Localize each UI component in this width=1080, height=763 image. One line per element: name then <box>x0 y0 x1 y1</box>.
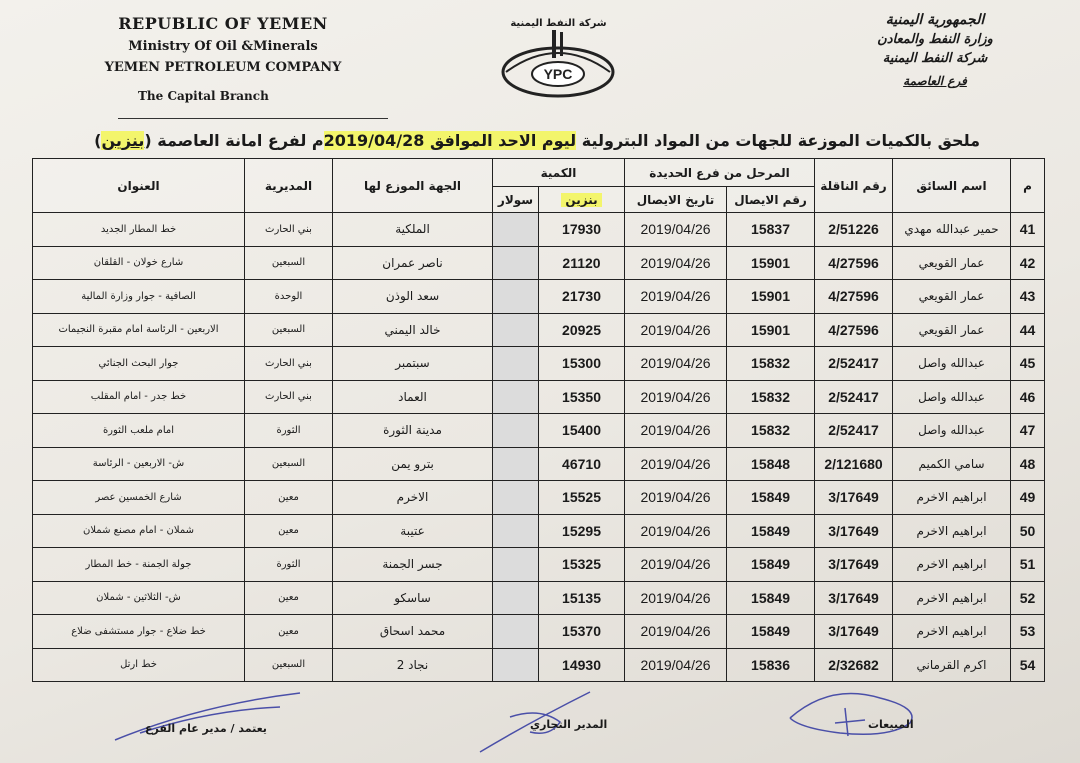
col-header-district: المديرية <box>245 159 333 213</box>
cell-recipient: مدينة الثورة <box>333 414 493 448</box>
cell-driver: اكرم القرماني <box>893 648 1011 682</box>
cell-tanker: 2/32682 <box>815 648 893 682</box>
table-row <box>33 347 1045 381</box>
cell-receipt-date: 2019/04/26 <box>625 548 727 582</box>
table-row <box>33 246 1045 280</box>
cell-tanker: 4/27596 <box>815 280 893 314</box>
col-header-quantity-group: الكمية <box>493 159 625 187</box>
col-header-petrol-label: بنزين <box>561 193 601 207</box>
cell-recipient: ساسكو <box>333 581 493 615</box>
cell-receipt-date: 2019/04/26 <box>625 347 727 381</box>
cell-index: 50 <box>1011 514 1045 548</box>
cell-recipient: خالد اليمني <box>333 313 493 347</box>
cell-diesel <box>493 514 539 548</box>
cell-tanker: 2/52417 <box>815 414 893 448</box>
table-row <box>33 514 1045 548</box>
cell-index: 46 <box>1011 380 1045 414</box>
cell-driver: عمار القويعي <box>893 280 1011 314</box>
cell-diesel <box>493 380 539 414</box>
table-row <box>33 447 1045 481</box>
cell-index: 54 <box>1011 648 1045 682</box>
cell-district: بني الحارث <box>245 347 333 381</box>
table-row <box>33 548 1045 582</box>
header-ministry: Ministry Of Oil &Minerals <box>128 39 318 54</box>
cell-tanker: 2/52417 <box>815 347 893 381</box>
title-date-highlight: ليوم الاحد الموافق 2019/04/28 <box>323 131 577 150</box>
table-row <box>33 414 1045 448</box>
cell-address: ش- الثلاثين - شملان <box>33 581 245 615</box>
table-row <box>33 581 1045 615</box>
cell-receipt-no: 15849 <box>727 548 815 582</box>
cell-receipt-no: 15848 <box>727 447 815 481</box>
cell-driver: عبدالله واصل <box>893 414 1011 448</box>
col-header-address: العنوان <box>33 159 245 213</box>
cell-address: جولة الجمنة - خط المطار <box>33 548 245 582</box>
cell-receipt-no: 15849 <box>727 615 815 649</box>
cell-petrol: 15300 <box>539 347 625 381</box>
cell-index: 52 <box>1011 581 1045 615</box>
col-header-receipt-no: رقم الايصال <box>727 187 815 213</box>
sales-signature-icon <box>770 678 950 748</box>
cell-receipt-date: 2019/04/26 <box>625 581 727 615</box>
col-header-driver: اسم السائق <box>893 159 1011 213</box>
cell-recipient: سعد الوذن <box>333 280 493 314</box>
header-company: YEMEN PETROLEUM COMPANY <box>104 60 342 75</box>
cell-address: الصافية - جوار وزارة المالية <box>33 280 245 314</box>
cell-petrol: 15370 <box>539 615 625 649</box>
col-header-recipient: الجهة الموزع لها <box>333 159 493 213</box>
cell-tanker: 3/17649 <box>815 548 893 582</box>
cell-address: شارع الخمسين عصر <box>33 481 245 515</box>
cell-receipt-no: 15837 <box>727 213 815 247</box>
cell-address: ش- الاربعين - الرئاسة <box>33 447 245 481</box>
cell-petrol: 14930 <box>539 648 625 682</box>
table-row <box>33 313 1045 347</box>
cell-recipient: نجاد 2 <box>333 648 493 682</box>
cell-address: الاربعين - الرئاسة امام مقبرة النجيمات <box>33 313 245 347</box>
cell-receipt-date: 2019/04/26 <box>625 615 727 649</box>
company-logo <box>496 14 621 102</box>
cell-receipt-no: 15849 <box>727 581 815 615</box>
header-ministry-ar: وزارة النفط والمعادن <box>877 32 993 47</box>
cell-index: 42 <box>1011 246 1045 280</box>
col-header-petrol <box>539 187 625 213</box>
col-header-tanker: رقم الناقلة <box>815 159 893 213</box>
cell-tanker: 3/17649 <box>815 481 893 515</box>
cell-diesel <box>493 213 539 247</box>
cell-diesel <box>493 648 539 682</box>
cell-receipt-no: 15901 <box>727 313 815 347</box>
cell-tanker: 2/52417 <box>815 380 893 414</box>
signature-branch-manager: يعتمد / مدير عام الفرع <box>145 722 267 735</box>
cell-district: السبعين <box>245 313 333 347</box>
cell-recipient: بترو يمن <box>333 447 493 481</box>
cell-receipt-no: 15836 <box>727 648 815 682</box>
cell-petrol: 15350 <box>539 380 625 414</box>
table-body <box>33 213 1045 682</box>
cell-driver: حمير عبدالله مهدي <box>893 213 1011 247</box>
cell-index: 48 <box>1011 447 1045 481</box>
cell-diesel <box>493 447 539 481</box>
cell-recipient: الاخرم <box>333 481 493 515</box>
cell-district: الثورة <box>245 414 333 448</box>
cell-recipient: عتيبة <box>333 514 493 548</box>
cell-petrol: 21120 <box>539 246 625 280</box>
header-republic-ar: الجمهورية اليمنية <box>885 12 985 28</box>
cell-petrol: 15400 <box>539 414 625 448</box>
cell-district: السبعين <box>245 447 333 481</box>
cell-diesel <box>493 548 539 582</box>
cell-address: شارع خولان - القلقان <box>33 246 245 280</box>
cell-receipt-no: 15832 <box>727 414 815 448</box>
cell-driver: عمار القويعي <box>893 313 1011 347</box>
cell-district: معين <box>245 514 333 548</box>
logo-ypc-text: YPC <box>543 66 573 82</box>
cell-diesel <box>493 313 539 347</box>
header-english <box>98 14 348 103</box>
cell-recipient: سبتمبر <box>333 347 493 381</box>
cell-receipt-date: 2019/04/26 <box>625 213 727 247</box>
cell-district: الوحدة <box>245 280 333 314</box>
cell-address: خط جدر - امام المقلب <box>33 380 245 414</box>
header-republic: REPUBLIC OF YEMEN <box>118 14 328 33</box>
header-branch: The Capital Branch <box>138 89 269 103</box>
cell-tanker: 3/17649 <box>815 514 893 548</box>
logo-arabic-name: شركة النفط اليمنية <box>510 18 607 29</box>
cell-petrol: 15525 <box>539 481 625 515</box>
cell-recipient: الملكية <box>333 213 493 247</box>
cell-petrol: 46710 <box>539 447 625 481</box>
cell-address: شملان - امام مصنع شملان <box>33 514 245 548</box>
cell-receipt-no: 15901 <box>727 246 815 280</box>
table-row <box>33 648 1045 682</box>
table-row <box>33 213 1045 247</box>
cell-receipt-date: 2019/04/26 <box>625 380 727 414</box>
cell-diesel <box>493 246 539 280</box>
cell-receipt-date: 2019/04/26 <box>625 280 727 314</box>
branch-manager-signature-icon <box>110 685 310 745</box>
cell-address: خط ارتل <box>33 648 245 682</box>
cell-receipt-no: 15832 <box>727 347 815 381</box>
cell-tanker: 4/27596 <box>815 313 893 347</box>
cell-index: 41 <box>1011 213 1045 247</box>
col-header-trip-group: المرحل من فرع الحديدة <box>625 159 815 187</box>
cell-recipient: ناصر عمران <box>333 246 493 280</box>
cell-address: خط المطار الجديد <box>33 213 245 247</box>
cell-index: 43 <box>1011 280 1045 314</box>
cell-petrol: 21730 <box>539 280 625 314</box>
col-header-receipt-date: تاريخ الايصال <box>625 187 727 213</box>
cell-index: 47 <box>1011 414 1045 448</box>
table-row <box>33 481 1045 515</box>
cell-tanker: 3/17649 <box>815 581 893 615</box>
cell-diesel <box>493 481 539 515</box>
header-company-ar: شركة النفط اليمنية <box>882 51 988 66</box>
cell-driver: ابراهيم الاخرم <box>893 481 1011 515</box>
cell-address: جوار البحث الجنائي <box>33 347 245 381</box>
cell-district: بني الحارث <box>245 213 333 247</box>
distribution-table <box>32 158 1045 682</box>
cell-index: 53 <box>1011 615 1045 649</box>
cell-receipt-date: 2019/04/26 <box>625 414 727 448</box>
cell-diesel <box>493 615 539 649</box>
cell-driver: عبدالله واصل <box>893 380 1011 414</box>
cell-index: 44 <box>1011 313 1045 347</box>
cell-driver: عمار القويعي <box>893 246 1011 280</box>
cell-district: معين <box>245 481 333 515</box>
col-header-diesel: سولار <box>493 187 539 213</box>
cell-driver: سامي الكميم <box>893 447 1011 481</box>
cell-diesel <box>493 414 539 448</box>
header-branch-ar: فرع العاصمة <box>903 74 967 88</box>
title-part4: ) <box>94 131 102 150</box>
cell-district: الثورة <box>245 548 333 582</box>
cell-receipt-date: 2019/04/26 <box>625 481 727 515</box>
cell-diesel <box>493 347 539 381</box>
cell-tanker: 3/17649 <box>815 615 893 649</box>
cell-recipient: محمد اسحاق <box>333 615 493 649</box>
cell-address: امام ملعب الثورة <box>33 414 245 448</box>
cell-receipt-no: 15901 <box>727 280 815 314</box>
table-row <box>33 280 1045 314</box>
cell-driver: ابراهيم الاخرم <box>893 548 1011 582</box>
cell-recipient: العماد <box>333 380 493 414</box>
cell-driver: عبدالله واصل <box>893 347 1011 381</box>
cell-receipt-no: 15849 <box>727 481 815 515</box>
header-divider <box>118 118 388 119</box>
cell-receipt-date: 2019/04/26 <box>625 514 727 548</box>
cell-address: خط ضلاع - جوار مستشفى ضلاع <box>33 615 245 649</box>
document-title <box>94 131 980 150</box>
cell-driver: ابراهيم الاخرم <box>893 615 1011 649</box>
table-row <box>33 615 1045 649</box>
signature-commercial-manager: المدير التجاري <box>530 718 608 731</box>
cell-district: معين <box>245 615 333 649</box>
title-product: بنزين <box>101 131 145 150</box>
cell-driver: ابراهيم الاخرم <box>893 581 1011 615</box>
cell-tanker: 2/51226 <box>815 213 893 247</box>
cell-receipt-no: 15832 <box>727 380 815 414</box>
cell-receipt-no: 15849 <box>727 514 815 548</box>
cell-district: السبعين <box>245 648 333 682</box>
cell-district: معين <box>245 581 333 615</box>
cell-receipt-date: 2019/04/26 <box>625 447 727 481</box>
cell-diesel <box>493 581 539 615</box>
signature-sales: المبيعات <box>868 718 914 731</box>
cell-petrol: 17930 <box>539 213 625 247</box>
cell-driver: ابراهيم الاخرم <box>893 514 1011 548</box>
cell-petrol: 15135 <box>539 581 625 615</box>
cell-receipt-date: 2019/04/26 <box>625 648 727 682</box>
cell-index: 49 <box>1011 481 1045 515</box>
cell-receipt-date: 2019/04/26 <box>625 246 727 280</box>
cell-index: 51 <box>1011 548 1045 582</box>
cell-petrol: 20925 <box>539 313 625 347</box>
cell-tanker: 2/121680 <box>815 447 893 481</box>
cell-receipt-date: 2019/04/26 <box>625 313 727 347</box>
cell-tanker: 4/27596 <box>815 246 893 280</box>
cell-petrol: 15325 <box>539 548 625 582</box>
table-row <box>33 380 1045 414</box>
cell-district: بني الحارث <box>245 380 333 414</box>
title-part3: م لفرع امانة العاصمة ( <box>144 131 324 150</box>
col-header-index: م <box>1011 159 1045 213</box>
cell-recipient: جسر الجمنة <box>333 548 493 582</box>
cell-petrol: 15295 <box>539 514 625 548</box>
cell-district: السبعين <box>245 246 333 280</box>
cell-diesel <box>493 280 539 314</box>
title-part1: ملحق بالكميات الموزعة للجهات من المواد البترولية <box>576 131 980 150</box>
cell-index: 45 <box>1011 347 1045 381</box>
header-arabic <box>830 12 1040 88</box>
